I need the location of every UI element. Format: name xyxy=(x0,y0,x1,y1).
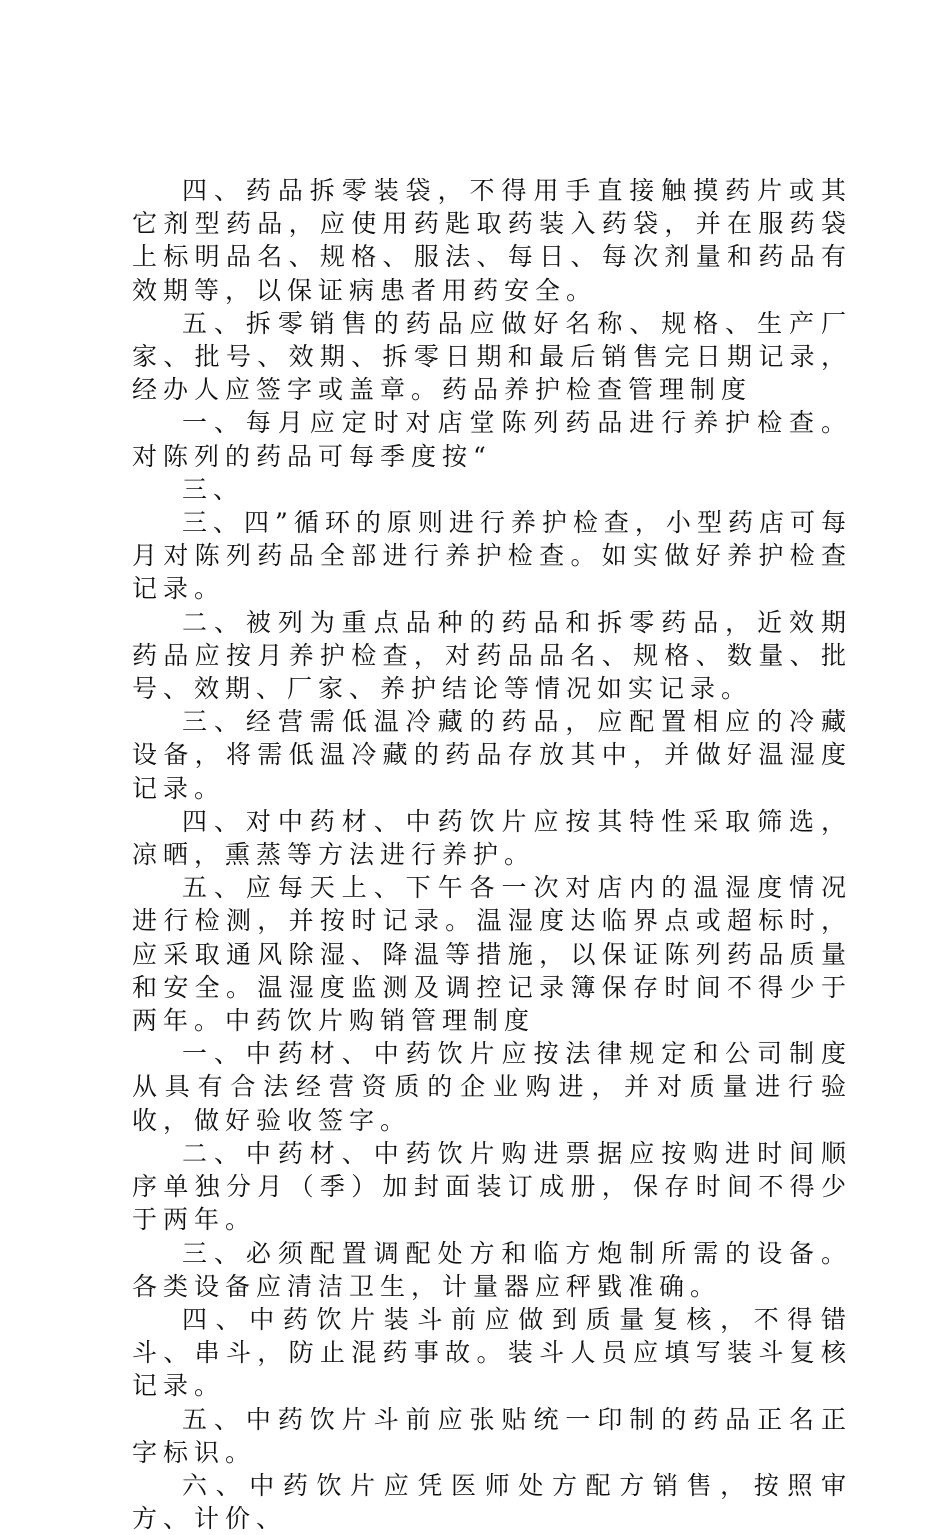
paragraph-cold-storage: 三、经营需低温冷藏的药品，应配置相应的冷藏设备，将需低温冷藏的药品存放其中，并做好温湿度记录。 xyxy=(132,707,852,803)
paragraph-key-varieties: 二、被列为重点品种的药品和拆零药品，近效期药品应按月养护检查，对药品品名、规格、数量、批号、效期、厂家、养护结论等情况如实记录。 xyxy=(132,607,852,704)
paragraph-repackaging-records: 五、拆零销售的药品应做好名称、规格、生产厂家、批号、效期、拆零日期和最后销售完日期记录，经办人应签字或盖章。药品养护检查管理制度 xyxy=(132,308,852,405)
paragraph-drawer-labels: 五、中药饮片斗前应张贴统一印制的药品正名正字标识。 xyxy=(132,1404,852,1467)
paragraph-temperature-humidity: 五、应每天上、下午各一次对店内的温湿度情况进行检测，并按时记录。温湿度达临界点或超标时，应采取通风除湿、降温等措施，以保证陈列药品质量和安全。温湿度监测及调控记录簿保存时间不得少于两年。中药饮片购销管理制度 xyxy=(132,873,852,1036)
paragraph-purchase-receipts: 二、中药材、中药饮片购进票据应按购进时间顺序单独分月（季）加封面装订成册，保存时间不得少于两年。 xyxy=(132,1138,852,1235)
paragraph-dispensing-equipment: 三、必须配置调配处方和临方炮制所需的设备。各类设备应清洁卫生，计量器应秤戥准确。 xyxy=(132,1238,852,1301)
paragraph-drawer-check: 四、中药饮片装斗前应做到质量复核，不得错斗、串斗，防止混药事故。装斗人员应填写装斗复核记录。 xyxy=(132,1304,852,1401)
paragraph-repackaging-bagging: 四、药品拆零装袋，不得用手直接触摸药片或其它剂型药品，应使用药匙取药装入药袋，并在服药袋上标明品名、规格、服法、每日、每次剂量和药品有效期等，以保证病患者用药安全。 xyxy=(132,176,852,305)
paragraph-herbal-maintenance: 四、对中药材、中药饮片应按其特性采取筛选，凉晒，熏蒸等方法进行养护。 xyxy=(132,806,852,870)
paragraph-monthly-inspection: 一、每月应定时对店堂陈列药品进行养护检查。对陈列的药品可每季度按“ xyxy=(132,408,852,471)
document-body xyxy=(132,174,852,1535)
paragraph-herbal-purchase: 一、中药材、中药饮片应按法律规定和公司制度从具有合法经营资质的企业购进，并对质量进行验收，做好验收签字。 xyxy=(132,1039,852,1135)
paragraph-cycle-principle: 三、四”循环的原则进行养护检查，小型药店可每月对陈列药品全部进行养护检查。如实做好养护检查记录。 xyxy=(132,508,852,604)
paragraph-prescription-sales: 六、中药饮片应凭医师处方配方销售，按照审方、计价、 xyxy=(132,1470,852,1534)
paragraph-fragment-three: 三、 xyxy=(182,474,245,504)
